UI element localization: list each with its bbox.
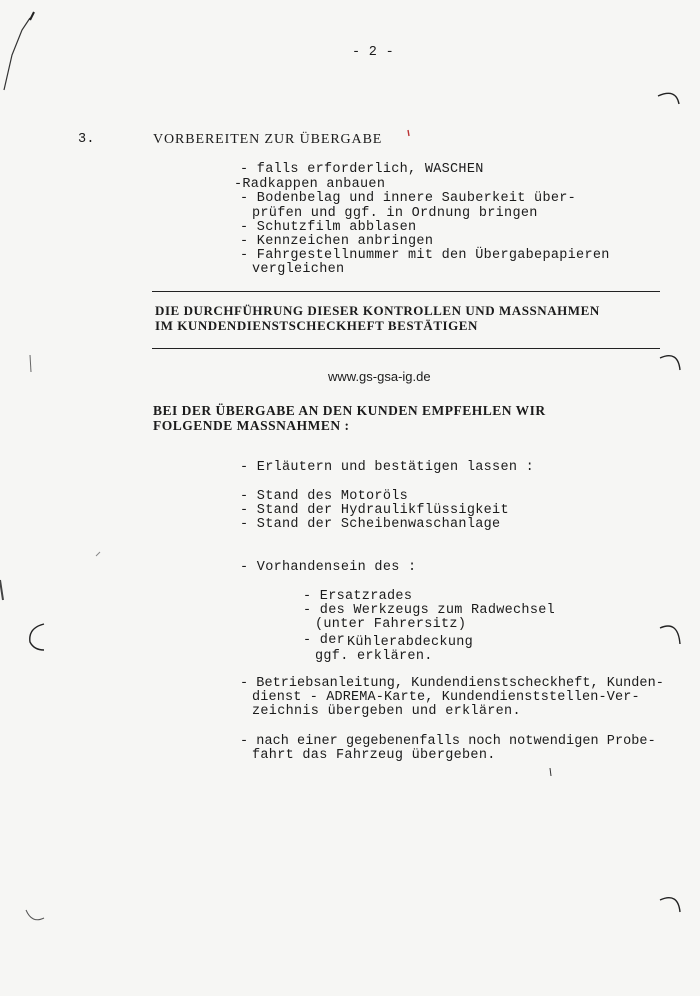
explain-intro: - Erläutern und bestätigen lassen :: [240, 460, 535, 475]
presence-item-continuation: (unter Fahrersitz): [315, 617, 467, 632]
stray-tick-bottom: [550, 768, 551, 776]
handover-heading-line-1: BEI DER ÜBERGABE AN DEN KUNDEN EMPFEHLEN WIR: [153, 403, 546, 418]
presence-intro: - Vorhandensein des :: [240, 560, 417, 575]
presence-item-continuation: Kühlerabdeckung: [347, 635, 474, 650]
edge-mark-left-1: [30, 355, 31, 372]
top-left-pen-stroke: [4, 18, 30, 90]
divider-top: [152, 291, 660, 292]
presence-item: - der: [303, 633, 346, 648]
level-item: - Stand der Hydraulikflüssigkeit: [240, 503, 509, 518]
documents-item-continuation: dienst - ADREMA-Karte, Kundendienststellen-Ver-: [252, 690, 640, 705]
punch-mark-right-3: [660, 626, 680, 644]
presence-item: - des Werkzeugs zum Radwechsel: [303, 603, 556, 618]
list-item: - Bodenbelag und innere Sauberkeit über-: [240, 191, 577, 206]
punch-mark-left: [30, 624, 44, 650]
presence-item-continuation: ggf. erklären.: [315, 649, 433, 664]
level-item: - Stand des Motoröls: [240, 489, 409, 504]
top-left-dot: [30, 12, 34, 20]
list-item: - Kennzeichen anbringen: [240, 234, 434, 249]
section-title: VORBEREITEN ZUR ÜBERGABE: [153, 132, 383, 147]
list-item: - Schutzfilm abblasen: [240, 220, 417, 235]
notice-line-2: IM KUNDENDIENSTSCHECKHEFT BESTÄTIGEN: [155, 318, 478, 333]
watermark-url: www.gs-gsa-ig.de: [328, 369, 431, 384]
handover-heading-line-2: FOLGENDE MASSNAHMEN :: [153, 418, 350, 433]
list-item: -Radkappen anbauen: [234, 177, 386, 192]
list-item: - falls erforderlich, WASCHEN: [240, 162, 484, 177]
list-item-continuation: vergleichen: [252, 262, 345, 277]
stray-tick-title: [408, 130, 409, 136]
edge-mark-left-2: [0, 580, 3, 600]
presence-item: - Ersatzrades: [303, 589, 413, 604]
level-item: - Stand der Scheibenwaschanlage: [240, 517, 501, 532]
page-number: - 2 -: [352, 45, 395, 60]
documents-item: - Betriebsanleitung, Kundendienstscheckheft, Kunden-: [240, 676, 664, 691]
punch-mark-right-1: [658, 93, 679, 104]
notice-line-1: DIE DURCHFÜHRUNG DIESER KONTROLLEN UND MASSNAHMEN: [155, 303, 600, 318]
list-item-continuation: prüfen und ggf. in Ordnung bringen: [252, 206, 538, 221]
edge-mark-bottom-left: [26, 910, 44, 920]
punch-mark-right-2: [660, 356, 680, 370]
list-item: - Fahrgestellnummer mit den Übergabepapieren: [240, 248, 610, 263]
final-item: - nach einer gegebenenfalls noch notwendigen Probe-: [240, 734, 656, 749]
stray-mark-center: [96, 552, 100, 556]
documents-item-continuation: zeichnis übergeben und erklären.: [252, 704, 521, 719]
punch-mark-right-4: [660, 898, 680, 912]
section-number: 3.: [78, 132, 95, 147]
divider-bottom: [152, 348, 660, 349]
final-item-continuation: fahrt das Fahrzeug übergeben.: [252, 748, 496, 763]
